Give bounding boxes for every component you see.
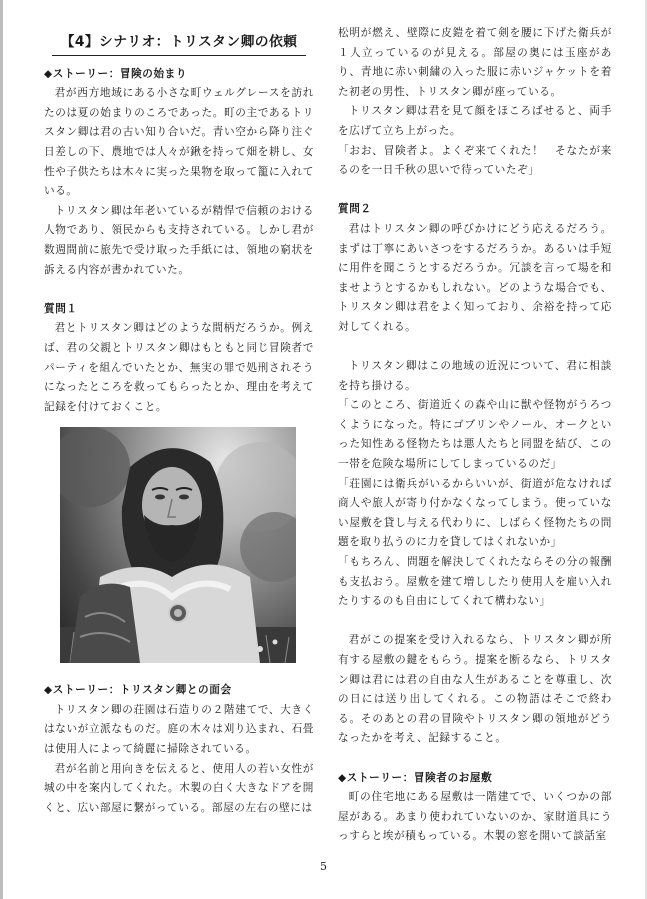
dialogue-quote: 「もちろん、問題を解決してくれたならその分の報酬も支払おう。屋敷を建て増ししたり使用人を雇い入れたりするのも自由にしてくれて構わない」: [338, 556, 612, 608]
section-heading-meeting: ◆ストーリー：トリスタン卿との面会: [44, 684, 232, 697]
page-number: 5: [320, 860, 327, 873]
right-column: [338, 24, 612, 847]
spacer: [338, 338, 612, 358]
page-title: 【4】シナリオ：トリスタン卿の依頼: [52, 33, 306, 56]
question-1-heading: 質問１: [44, 302, 78, 315]
page-edge: [0, 0, 3, 899]
dialogue-quote: 「このところ、街道近くの森や山に獣や怪物がうろつくようになった。特にゴブリンやノール、オークといった知性ある怪物たちは悪人たちと同盟を結び、この一帯を危険な場所にしてしまっているのだ」: [338, 399, 612, 471]
left-column: [44, 24, 314, 818]
spacer: [338, 181, 612, 201]
paragraph: 君とトリスタン卿はどのような間柄だろうか。例えば、君の父親とトリスタン卿はもともと同じ冒険者でパーティを組んでいたとか、無実の罪で処刑されそうになったところを救ってもらったとか、理由を考えて記録を付けておくこと。: [44, 322, 314, 413]
spacer: [338, 612, 612, 632]
paragraph: トリスタン卿は年老いているが精悍で信頼のおける人物であり、領民からも支持されている。しかし君が数週間前に旅先で受け取った手紙には、領地の窮状を訴える内容が書かれていた。: [44, 204, 314, 276]
paragraph: 君はトリスタン卿の呼びかけにどう応えるだろう。まずは丁寧にあいさつをするだろうか。あるいは手短に用件を聞こうとするだろうか。冗談を言って場を和ませようとするかもしれない。どのような場合でも、トリスタン卿は君をよく知っており、余裕を持って応対してくれる。: [338, 222, 612, 333]
paragraph: トリスタン卿はこの地域の近況について、君に相談を持ち掛ける。: [338, 360, 612, 392]
question-2-heading: 質問２: [338, 203, 372, 216]
dialogue-quote: 「荘園には衛兵がいるからいいが、街道が危なければ商人や旅人が寄り付かなくなってしまう。使っていない屋敷を貸し与える代わりに、しばらく怪物たちの問題を取り払うのに力を貸してはくれないか」: [338, 477, 612, 549]
section-heading-story-start: ◆ストーリー：冒険の始まり: [44, 67, 188, 80]
section-heading-mansion: ◆ストーリー：冒険者のお屋敷: [338, 771, 493, 784]
portrait-of-bearded-nobleman-icon: [60, 427, 296, 663]
paragraph: 君が名前と用向きを伝えると、使用人の若い女性が城の中を案内してくれた。木製の白く大きなドアを開くと、広い部屋に繋がっている。部屋の左右の壁には: [44, 762, 314, 814]
spacer: [338, 749, 612, 769]
spacer: [44, 280, 314, 300]
paragraph: トリスタン卿は君を見て顔をほころばせると、両手を広げて立ち上がった。: [338, 105, 612, 137]
paragraph: 君がこの提案を受け入れるなら、トリスタン卿が所有する屋敷の鍵をもらう。提案を断るなら、トリスタン卿は君には君の自由な人生があることを尊重し、次の日には送り出してくれる。この物語はそこで終わる。そのあとの君の冒険やトリスタン卿の領地がどうなったかを考え、記録すること。: [338, 634, 612, 745]
dialogue-quote: 「おお、冒険者よ。よくぞ来てくれた！ そなたが来るのを一日千秋の思いで待っていたぞ」: [338, 144, 612, 177]
paragraph-continued: 松明が燃え、壁際に皮鎧を着て剣を腰に下げた衛兵が１人立っているのが見える。部屋の奥には玉座があり、青地に赤い刺繍の入った服に赤いジャケットを着た初老の男性、トリスタン卿が座っている。: [338, 27, 612, 98]
paragraph: 町の住宅地にある屋敷は一階建てで、いくつかの部屋がある。あまり使われていないのか、家財道具にうっすらと埃が積もっている。木製の窓を開いて談話室: [338, 791, 612, 843]
paragraph: トリスタン卿の荘園は石造りの２階建てで、大きくはないが立派なものだ。庭の木々は刈り込まれ、石畳は使用人によって綺麗に掃除されている。: [44, 703, 314, 756]
paragraph: 君が西方地域にある小さな町ウェルグレースを訪れたのは夏の始まりのころであった。町の主であるトリスタン卿は君の古い知り合いだ。青い空から降り注ぐ日差しの下、農地では人々が鍬を持って畑を耕し、女性や子供たちは木々に実った果物を取って籠に入れている。: [44, 87, 314, 198]
portrait-image: [60, 427, 296, 663]
